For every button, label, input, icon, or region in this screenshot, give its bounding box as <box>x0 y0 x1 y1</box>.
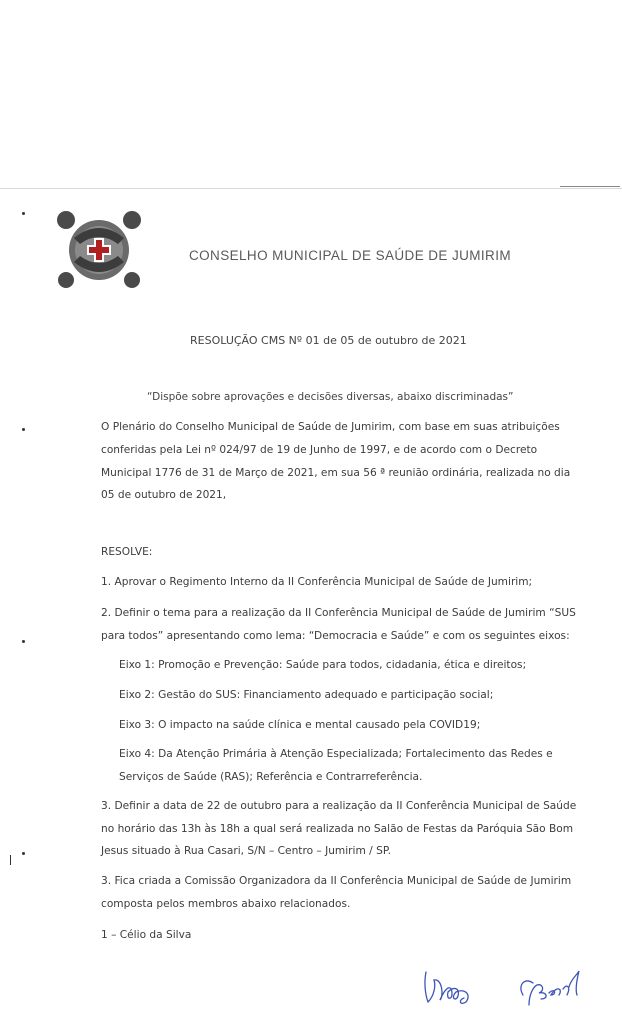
item-1: 1. Aprovar o Regimento Interno da II Conferência Municipal de Saúde de Jumirim; <box>101 576 533 588</box>
eixo-2: Eixo 2: Gestão do SUS: Financiamento adequado e participação social; <box>119 689 494 701</box>
item-3-line: Jesus situado à Rua Casari, S/N – Centro – Jumirim / SP. <box>101 845 391 857</box>
scan-edge-line <box>0 188 622 189</box>
punch-dot <box>22 212 25 215</box>
item-3-line: 3. Definir a data de 22 de outubro para a realização da II Conferência Municipal de Saúde <box>101 800 577 812</box>
resolution-subject: “Dispõe sobre aprovações e decisões diversas, abaixo discriminadas” <box>147 391 514 403</box>
intro-line: O Plenário do Conselho Municipal de Saúde de Jumirim, com base em suas atribuições <box>101 421 560 433</box>
intro-line: Municipal 1776 de 31 de Março de 2021, em sua 56 ª reunião ordinária, realizada no dia <box>101 467 571 479</box>
resolve-label: RESOLVE: <box>101 546 153 558</box>
item-3b-line: composta pelos membros abaixo relacionados. <box>101 898 351 910</box>
eixo-4-line: Eixo 4: Da Atenção Primária à Atenção Especializada; Fortalecimento das Redes e <box>119 748 553 760</box>
intro-line: 05 de outubro de 2021, <box>101 489 227 501</box>
scan-edge-mark <box>560 186 620 187</box>
item-3-line: no horário das 13h às 18h a qual será realizada no Salão de Festas da Paróquia São Bom <box>101 823 574 835</box>
handwritten-signature <box>515 965 585 1010</box>
handwritten-signature <box>420 968 480 1008</box>
council-logo-icon <box>52 208 144 290</box>
item-3b-line: 3. Fica criada a Comissão Organizadora da II Conferência Municipal de Saúde de Jumirim <box>101 875 572 887</box>
eixo-3: Eixo 3: O impacto na saúde clínica e mental causado pela COVID19; <box>119 719 481 731</box>
scan-mark <box>10 855 11 865</box>
eixo-1: Eixo 1: Promoção e Prevenção: Saúde para todos, cidadania, ética e direitos; <box>119 659 527 671</box>
punch-dot <box>22 640 25 643</box>
item-2-line: para todos” apresentando como lema: “Democracia e Saúde” e com os seguintes eixos: <box>101 630 570 642</box>
eixo-4-line: Serviços de Saúde (RAS); Referência e Contrarreferência. <box>119 771 423 783</box>
punch-dot <box>22 428 25 431</box>
item-2-line: 2. Definir o tema para a realização da II Conferência Municipal de Saúde de Jumirim “SUS <box>101 607 576 619</box>
resolution-title: RESOLUÇÃO CMS Nº 01 de 05 de outubro de 2021 <box>190 334 467 347</box>
intro-line: conferidas pela Lei nº 024/97 de 19 de Junho de 1997, e de acordo com o Decreto <box>101 444 538 456</box>
council-title: CONSELHO MUNICIPAL DE SAÚDE DE JUMIRIM <box>189 248 511 263</box>
punch-dot <box>22 852 25 855</box>
member-1: 1 – Célio da Silva <box>101 929 192 941</box>
